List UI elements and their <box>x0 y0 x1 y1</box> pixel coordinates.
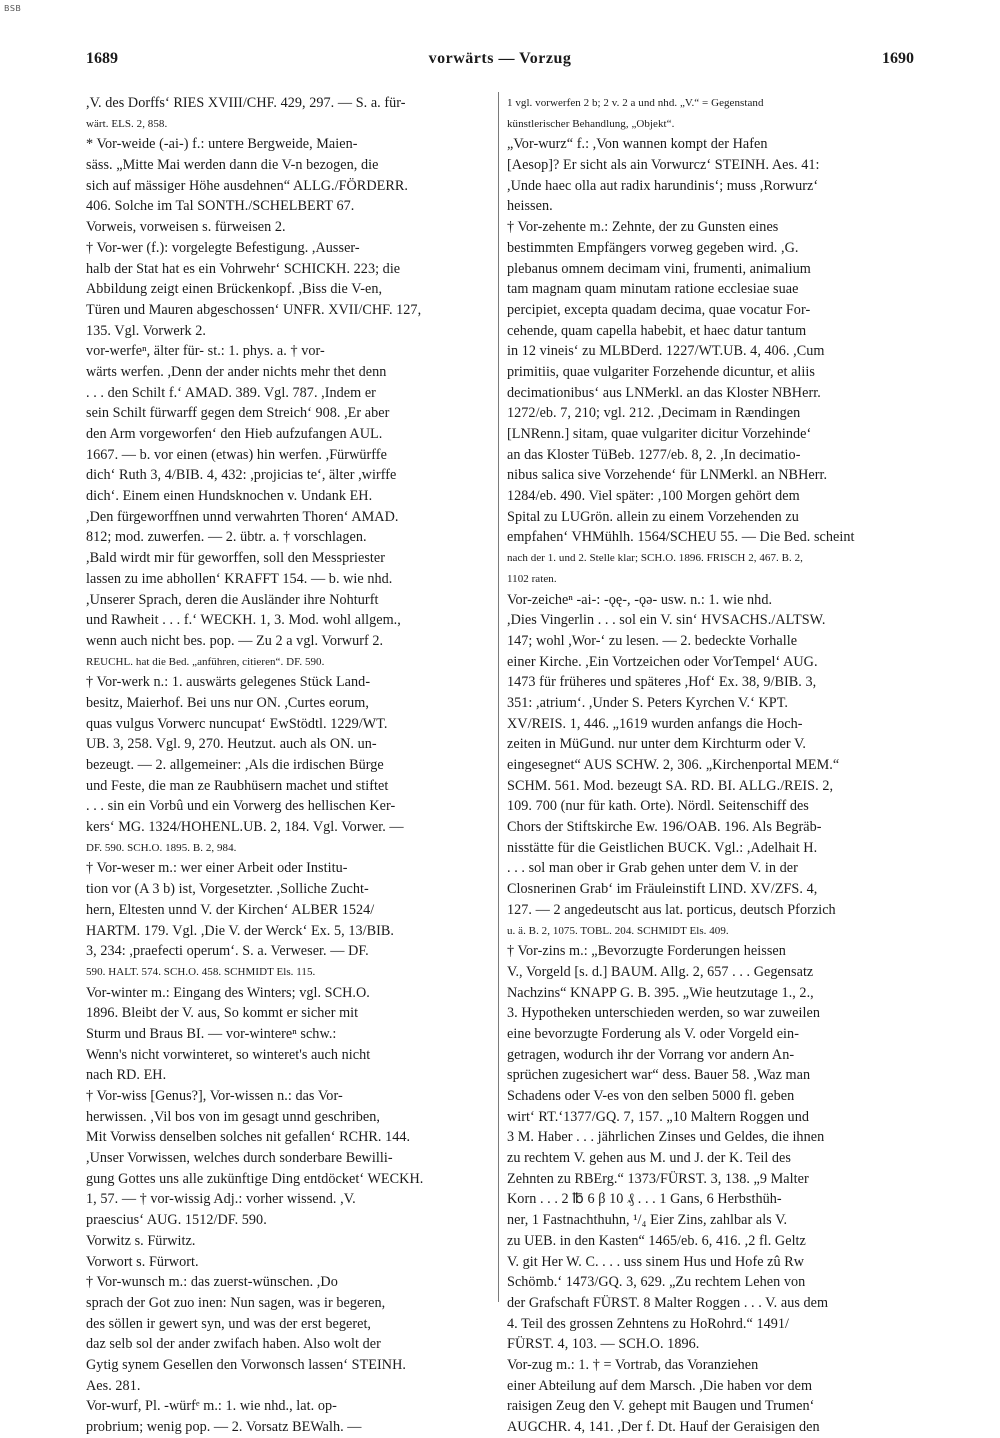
text-line: sein Schilt fürwarff gegen dem Streich‘ 908. ,Er aber <box>86 405 390 422</box>
running-title: vorwärts — Vorzug <box>428 50 572 67</box>
page-number-left: 1689 <box>86 50 118 67</box>
text-line: „Vor-wurz“ f.: ,Von wannen kompt der Hafen <box>507 136 768 153</box>
text-line: Schömb.‘ 1473/GQ. 3, 629. „Zu rechtem Lehen von <box>507 1274 806 1291</box>
text-line: eine bevorzugte Forderung als V. oder Vorgeld ein- <box>507 1025 799 1042</box>
text-line: zu rechtem V. gehen aus M. und J. der K. Teil des <box>507 1150 791 1167</box>
text-line: nach RD. EH. <box>86 1067 167 1084</box>
text-line: percipiet, excepta quadam decima, quae vocatur For- <box>507 301 811 318</box>
left-column <box>86 93 496 1438</box>
text-line: einer Abteilung auf dem Marsch. ,Die haben vor dem <box>507 1377 813 1394</box>
text-line: u. ä. B. 2, 1075. TOBL. 204. SCHMIDT Els. 409. <box>507 924 729 937</box>
text-line: in 12 vineis‘ zu MLBDerd. 1227/WT.UB. 4, 406. ,Cum <box>507 343 825 360</box>
text-line: 135. Vgl. Vorwerk 2. <box>86 322 207 339</box>
text-line: 4. Teil des grossen Zehntens zu HoRohrd.“ 1491/ <box>507 1315 790 1332</box>
text-line: FÜRST. 4, 103. — SCH.O. 1896. <box>507 1336 700 1353</box>
text-line: kers‘ MG. 1324/HOHENL.UB. 2, 184. Vgl. Vorwer. — <box>86 819 404 836</box>
text-line: 1667. — b. vor einen (etwas) hin werfen. ,Fürwürffe <box>86 446 387 463</box>
text-line: Vorwort s. Fürwort. <box>86 1253 199 1270</box>
text-line: Vor-winter m.: Eingang des Winters; vgl. SCH.O. <box>86 984 370 1001</box>
text-line: an das Kloster TüBeb. 1277/eb. 8, 2. ,In decimatio- <box>507 446 801 463</box>
text-line: Nachzins“ KNAPP G. B. 395. „Wie heutzutage 1., 2., <box>507 984 814 1001</box>
text-line: zeiten in MüGund. nur unter dem Kirchturm oder V. <box>507 736 807 753</box>
text-line: bezeugt. — 2. allgemeiner: ,Als die irdischen Bürge <box>86 757 384 773</box>
text-line: Spital zu LUGrön. allein zu einem Vorzehenden zu <box>507 508 799 525</box>
text-line: künstlerischer Behandlung, „Objekt“. <box>507 117 675 130</box>
text-line: bestimmten Empfängers vorweg gegeben wird. ,G. <box>507 239 799 256</box>
text-line: † Vor-wunsch m.: das zuerst-wünschen. ,Do <box>86 1274 338 1291</box>
text-line: 3. Hypotheken unterschieden werden, so war zuweilen <box>507 1005 820 1022</box>
text-line: Closnerinen Grab‘ im Fräuleinstift LIND. XV/ZFS. 4, <box>507 881 818 898</box>
text-line: AUGCHR. 4, 141. ,Der f. Dt. Hauf der Geraisigen den <box>507 1419 820 1435</box>
text-line: SCHM. 561. Mod. bezeugt SA. RD. BI. ALLG./REIS. 2, <box>507 777 834 794</box>
text-line: probrium; wenig pop. — 2. Vorsatz BEWalh. — <box>86 1419 362 1435</box>
text-line: wirt‘ RT.‘1377/GQ. 7, 157. „10 Maltern Roggen und <box>507 1108 809 1125</box>
text-line: 1272/eb. 7, 210; vgl. 212. ,Decimam in Rændingen <box>507 405 801 422</box>
text-line: und Rawheit . . . f.‘ WECKH. 1, 3. Mod. wohl allgem., <box>86 612 401 629</box>
text-line: Korn . . . 2 ℔ 6 β 10 ₰ . . . 1 Gans, 6 Herbsthüh- <box>507 1191 782 1208</box>
text-line: XV/REIS. 1, 446. „1619 wurden anfangs die Hoch- <box>507 715 803 732</box>
text-line: einer Kirche. ,Ein Vortzeichen oder VorTempel‘ AUG. <box>507 653 818 670</box>
text-line: 1, 57. — † vor-wissig Adj.: vorher wissend. ,V. <box>86 1191 356 1208</box>
text-line: plebanus omnem decimam vini, frumenti, animalium <box>507 260 811 277</box>
text-line: Gytig synem Gesellen den Vorwonsch lassen‘ STEINH. <box>86 1356 406 1373</box>
text-line: quas vulgus Vorwerc nuncupat‘ EwStödtl. 1229/WT. <box>86 715 388 732</box>
text-line: tam magnam quam minutam ratione ecclesiae suae <box>507 281 799 298</box>
text-line: hern, Eltesten unnd V. der Kirchen‘ ALBER 1524/ <box>86 901 375 918</box>
text-line: . . . sin ein Vorbû und ein Vorwerg des hellischen Ker- <box>86 798 396 815</box>
text-line: vor-werfeⁿ, älter für- st.: 1. phys. a. † vor- <box>86 343 325 360</box>
text-line: † Vor-weser m.: wer einer Arbeit oder Institu- <box>86 860 348 877</box>
text-line: getragen, wodurch ihr der Vorrang vor andern An- <box>507 1046 795 1063</box>
text-line: 1896. Bleibt der V. aus, So kommt er sicher mit <box>86 1005 359 1022</box>
text-line: 3 M. Haber . . . jährlichen Zinses und Geldes, die ihnen <box>507 1129 825 1146</box>
text-line: decimationibus‘ aus LNMerkl. an das Kloster NBHerr. <box>507 384 821 401</box>
text-line: † Vor-zins m.: „Bevorzugte Forderungen heissen <box>507 943 786 960</box>
text-line: heissen. <box>507 198 553 215</box>
text-line: † Vor-wiss [Genus?], Vor-wissen n.: das Vor- <box>86 1088 343 1104</box>
text-line: Aes. 281. <box>86 1377 141 1394</box>
text-line: empfahen‘ VHMühlh. 1564/SCHEU 55. — Die Bed. scheint <box>507 529 855 546</box>
text-line: wärt. ELS. 2, 858. <box>86 117 168 130</box>
text-line: 1102 raten. <box>507 572 557 585</box>
text-line: UB. 3, 258. Vgl. 9, 270. Heutzut. auch als ON. un- <box>86 736 377 753</box>
text-line: sich auf mässiger Höhe ausdehnen“ ALLG./FÖRDERR. <box>86 177 408 194</box>
text-line: 406. Solche im Tal SONTH./SCHELBERT 67. <box>86 198 355 215</box>
text-line: den Arm vorgeworfen‘ den Hieb aufzufangen AUL. <box>86 426 383 442</box>
text-line: ,Unde haec olla aut radix harundinis‘; muss ,Rorwurz‘ <box>507 177 819 194</box>
library-stamp: BSB <box>4 4 22 13</box>
right-column <box>507 93 917 1438</box>
text-line: des söllen ir gewert syn, und was der erst begeret, <box>86 1315 372 1332</box>
text-line: 590. HALT. 574. SCH.O. 458. SCHMIDT Els. 115. <box>86 965 316 978</box>
text-line: Chors der Stiftskirche Ew. 196/OAB. 196. Als Begräb- <box>507 819 822 836</box>
text-line: nisstätte für die Geistlichen BUCK. Vgl.: ,Adelhait H. <box>507 839 818 856</box>
text-line: ,Bald wirdt mir für geworffen, soll den Messpriester <box>86 550 386 567</box>
text-line: dich‘ Ruth 3, 4/BIB. 4, 432: ,projicias te‘, älter ,wirffe <box>86 467 397 484</box>
text-line: cehende, quam capella habebit, et haec datur tantum <box>507 322 807 339</box>
text-line: raisigen Zeug den V. gehept mit Baugen und Trumen‘ <box>507 1398 815 1415</box>
text-line: daz selb sol der ander zwifach haben. Also wolt der <box>86 1336 381 1353</box>
text-line: Vorwitz s. Fürwitz. <box>86 1232 196 1249</box>
text-line: wenn auch nicht bes. pop. — Zu 2 a vgl. Vorwurf 2. <box>86 632 384 649</box>
text-line: halb der Stat hat es ein Vohrwehr‘ SCHICKH. 223; die <box>86 260 401 277</box>
text-line: lassen zu ime abhollen‘ KRAFFT 154. — b. wie nhd. <box>86 570 393 587</box>
text-line: und Feste, die man ze Raubhüsern machet und stiftet <box>86 777 389 794</box>
text-line: Türen und Mauren abgeschossen‘ UNFR. XVII/CHF. 127, <box>86 301 422 318</box>
text-line: nibus salica sive Vorzehende‘ für LNMerkl. an NBHerr. <box>507 467 828 484</box>
text-line: dich‘. Einem einen Hundsknochen v. Undank EH. <box>86 488 373 505</box>
text-line: ,Den fürgeworffnen unnd verwahrten Thoren‘ AMAD. <box>86 508 399 525</box>
text-line: 147; wohl ,Wor-‘ zu lesen. — 2. bedeckte Vorhalle <box>507 632 798 649</box>
text-line: [Aesop]? Er sicht als ain Vorwurcz‘ STEINH. Aes. 41: <box>507 157 820 174</box>
column-divider <box>498 92 499 1302</box>
text-line: sprüchen zugesichert war“ dess. Bauer 58. ,Waz man <box>507 1067 811 1084</box>
text-line: ,Unserer Sprach, deren die Ausländer ihre Nohturft <box>86 591 379 608</box>
text-line: . . . den Schilt f.‘ AMAD. 389. Vgl. 787. ,Indem er <box>86 384 376 401</box>
text-line: 1284/eb. 490. Viel später: ,100 Morgen gehört dem <box>507 488 800 505</box>
text-line: 109. 700 (nur für kath. Orte). Nördl. Seitenschiff des <box>507 798 809 815</box>
text-line: * Vor-weide (-ai-) f.: untere Bergweide, Maien- <box>86 136 358 153</box>
text-line: ,Dies Vingerlin . . . sol ein V. sin‘ HVSACHS./ALTSW. <box>507 612 826 629</box>
text-line: 351: ,atrium‘. ,Under S. Peters Kyrchen V.‘ KPT. <box>507 694 788 711</box>
text-line: ,V. des Dorffs‘ RIES XVIII/CHF. 429, 297. — S. a. für- <box>86 95 406 111</box>
text-line: 127. — 2 angedeutscht aus lat. porticus, deutsch Pforzich <box>507 901 836 918</box>
page-number-right: 1690 <box>882 50 914 67</box>
text-line: V. git Her W. C. . . . uss sinem Hus und Hofe zû Rw <box>507 1253 805 1270</box>
text-line: praescius‘ AUG. 1512/DF. 590. <box>86 1212 267 1229</box>
text-line: gung Gottes uns alle zukünftige Ding entdöcket‘ WECKH. <box>86 1170 424 1187</box>
text-line: † Vor-werk n.: 1. auswärts gelegenes Stück Land- <box>86 674 371 691</box>
text-line: Abbildung zeigt einen Brückenkopf. ,Biss die V-en, <box>86 281 383 298</box>
text-line: wärts werfen. ,Denn der ander nichts mehr thet denn <box>86 363 387 380</box>
text-line: Vor-zug m.: 1. † = Vortrab, das Voranziehen <box>507 1356 759 1373</box>
text-line: herwissen. ,Vil bos von im gesagt unnd geschriben, <box>86 1108 381 1125</box>
text-line: . . . sol man ober ir Grab gehen unter dem V. in der <box>507 860 798 877</box>
text-line: Mit Vorwiss denselben solches nit gefallen‘ RCHR. 144. <box>86 1129 411 1146</box>
text-line: säss. „Mitte Mai werden dann die V-n bezogen, die <box>86 157 379 174</box>
text-line: Vor-wurf, Pl. -würfᵉ m.: 1. wie nhd., lat. op- <box>86 1398 337 1415</box>
text-line: nach der 1. und 2. Stelle klar; SCH.O. 1896. FRISCH 2, 467. B. 2, <box>507 552 803 565</box>
text-line: der Grafschaft FÜRST. 8 Malter Roggen . . . V. aus dem <box>507 1294 829 1311</box>
text-line: DF. 590. SCH.O. 1895. B. 2, 984. <box>86 841 237 854</box>
text-line: Sturm und Braus BI. — vor-winterеⁿ schw.: <box>86 1025 337 1042</box>
text-line: † Vor-wer (f.): vorgelegte Befestigung. ,Ausser- <box>86 239 360 256</box>
text-line: 3, 234: ,praefecti operum‘. S. a. Verweser. — DF. <box>86 943 369 960</box>
text-line: primitiis, quae vulgariter Forzehende dicuntur, et aliis <box>507 363 815 380</box>
text-line: 1473 für früheres und späteres ,Hof‘ Ex. 38, 9/BIB. 3, <box>507 674 817 691</box>
text-line: REUCHL. hat die Bed. „anführen, citieren“. DF. 590. <box>86 655 325 668</box>
text-line: V., Vorgeld [s. d.] BAUM. Allg. 2, 657 . . . Gegensatz <box>507 963 814 980</box>
text-line: [LNRenn.] sitam, quae vulgariter dicitur Vorzehinde‘ <box>507 426 812 442</box>
text-line: sprach der Got zuo inen: Nun sagen, was ir begeren, <box>86 1294 386 1311</box>
text-line: ,Unser Vorwissen, welches durch sonderbare Bewilli- <box>86 1150 393 1167</box>
text-line: Zehnten zu RBErg.“ 1373/FÜRST. 3, 138. „9 Malter <box>507 1170 809 1187</box>
text-line: Vorweis, vorweisen s. fürweisen 2. <box>86 219 286 236</box>
text-line: eingesegnet“ AUS SCHW. 2, 306. „Kirchenportal MEM.“ <box>507 757 840 773</box>
text-line: Vor-zeicheⁿ -ai-: -ǫę-, -ǫə- usw. n.: 1. wie nhd. <box>507 591 773 608</box>
text-line: ner, 1 Fastnachthuhn, ¹/₄ Eier Zins, zahlbar als V. <box>507 1212 788 1229</box>
text-line: Schadens oder V-es von den selben 5000 fl. geben <box>507 1088 795 1104</box>
text-line: HARTM. 179. Vgl. ,Die V. der Werck‘ Ex. 5, 13/BIB. <box>86 922 395 939</box>
text-line: 1 vgl. vorwerfen 2 b; 2 v. 2 a und nhd. „V.“ = Gegenstand <box>507 97 764 109</box>
text-line: † Vor-zehente m.: Zehnte, der zu Gunsten eines <box>507 219 779 236</box>
text-line: Wenn's nicht vorwinteret, so winteret's auch nicht <box>86 1046 371 1063</box>
text-line: tion vor (A 3 b) ist, Vorgesetzter. ,Solliche Zucht- <box>86 881 369 898</box>
text-line: 812; mod. zuwerfen. — 2. übtr. a. † vorschlagen. <box>86 529 367 546</box>
text-line: zu UEB. in den Kasten“ 1465/eb. 6, 416. ,2 fl. Geltz <box>507 1232 806 1249</box>
text-line: besitz, Maierhof. Bei uns nur ON. ,Curtes eorum, <box>86 694 369 711</box>
